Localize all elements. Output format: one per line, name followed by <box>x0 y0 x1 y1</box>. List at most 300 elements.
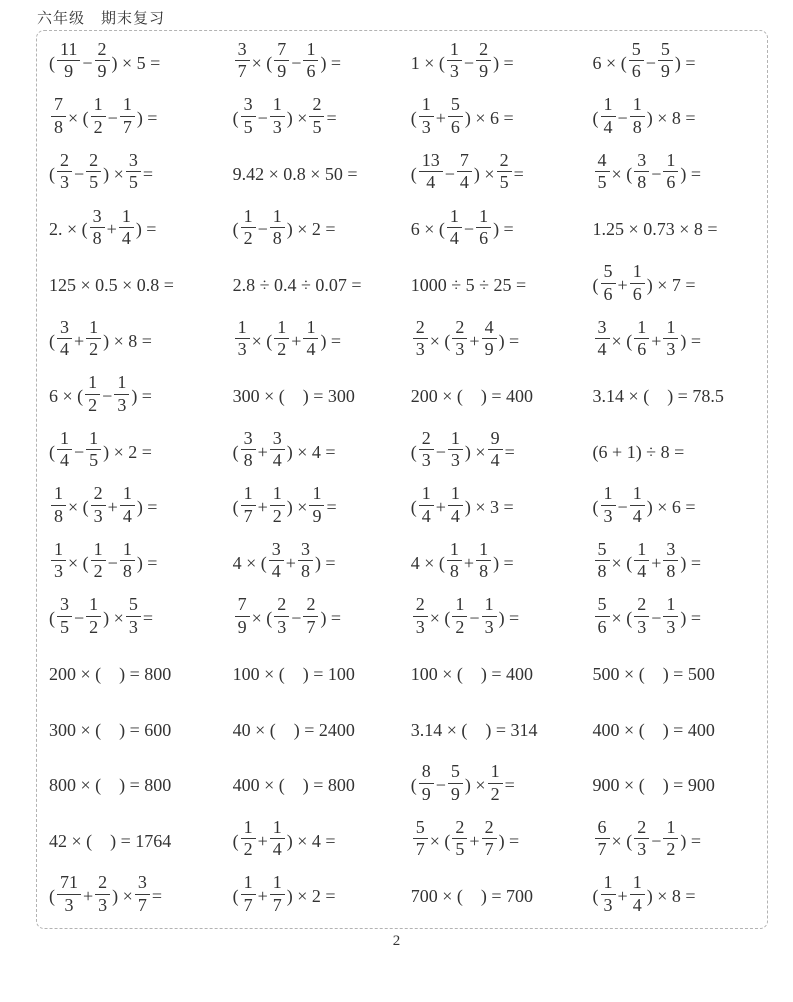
fraction: $\frac{1}{4}$ <box>119 207 134 249</box>
problem-cell <box>45 757 229 813</box>
expression-text: − <box>74 163 85 184</box>
expression-text: − <box>444 163 455 184</box>
problem-cell <box>589 257 763 313</box>
fraction: $\frac{1}{3}$ <box>114 373 129 415</box>
problem-cell <box>407 591 589 647</box>
fraction: $\frac{1}{2}$ <box>274 318 289 360</box>
expression-text: + <box>463 552 475 573</box>
fraction: $\frac{1}{3}$ <box>270 95 285 137</box>
problem-cell <box>229 368 407 424</box>
expression-text: + <box>617 886 628 907</box>
problem-cell <box>229 591 407 647</box>
problem-cell <box>229 757 407 813</box>
expression-text: − <box>617 108 628 129</box>
problem-cell <box>229 146 407 202</box>
fraction: $\frac{3}{4}$ <box>57 318 72 360</box>
expression-text: × ( <box>611 330 633 351</box>
expression-text: ( <box>592 108 599 129</box>
fraction: $\frac{13}{4}$ <box>419 151 443 193</box>
fraction: $\frac{1}{2}$ <box>241 207 256 249</box>
expression-text: ( <box>232 497 239 518</box>
problem-cell <box>229 35 407 91</box>
fraction: $\frac{3}{4}$ <box>595 318 610 360</box>
fraction: $\frac{1}{5}$ <box>86 429 101 471</box>
expression-text: × ( <box>68 108 89 129</box>
fraction: $\frac{5}{8}$ <box>595 540 610 582</box>
expression-text: − <box>469 608 480 629</box>
expression-text: ( <box>410 441 417 462</box>
problem-cell <box>229 480 407 536</box>
fraction: $\frac{1}{2}$ <box>452 595 467 637</box>
expression-text: 400 × ( ) = 400 <box>592 719 715 740</box>
fraction: $\frac{1}{4}$ <box>270 818 285 860</box>
expression-text: ) × <box>112 886 133 907</box>
expression-text: 800 × ( ) = 800 <box>49 775 172 796</box>
fraction: $\frac{2}{7}$ <box>482 818 497 860</box>
expression-text: 400 × ( ) = 800 <box>232 775 355 796</box>
fraction: $\frac{1}{4}$ <box>120 484 135 526</box>
fraction: $\frac{11}{9}$ <box>57 40 80 82</box>
problem-cell <box>407 757 589 813</box>
expression-text: + <box>106 219 117 240</box>
fraction: $\frac{3}{8}$ <box>298 540 313 582</box>
page-number: 2 <box>392 933 401 949</box>
expression-text: 6 × ( <box>592 52 627 73</box>
expression-text: + <box>74 330 85 351</box>
fraction: $\frac{4}{9}$ <box>482 318 497 360</box>
fraction: $\frac{2}{3}$ <box>419 429 434 471</box>
expression-text: ) × <box>464 775 486 796</box>
problem-cell <box>407 202 589 258</box>
expression-text: ) × 2 = <box>103 441 152 462</box>
problem-cell <box>45 146 229 202</box>
expression-text: × ( <box>251 52 273 73</box>
expression-text: ( <box>592 275 599 296</box>
expression-text: 900 × ( ) = 900 <box>592 775 715 796</box>
expression-text: ) × <box>103 163 124 184</box>
expression-text: ( <box>410 775 417 796</box>
fraction: $\frac{3}{7}$ <box>135 873 150 915</box>
fraction: $\frac{3}{4}$ <box>269 540 284 582</box>
fraction: $\frac{71}{3}$ <box>57 873 81 915</box>
expression-text: 40 × ( ) = 2400 <box>232 719 355 740</box>
fraction: $\frac{5}{7}$ <box>413 818 428 860</box>
expression-text: ) = <box>136 108 158 129</box>
problem-cell <box>45 813 229 869</box>
expression-text: = <box>326 108 337 129</box>
expression-text: 6 × ( <box>410 219 445 240</box>
fraction: $\frac{1}{3}$ <box>447 40 462 82</box>
expression-text: ( <box>232 886 239 907</box>
expression-text: ) = <box>136 497 158 518</box>
fraction: $\frac{1}{4}$ <box>448 484 463 526</box>
expression-text: + <box>257 886 268 907</box>
fraction: $\frac{1}{2}$ <box>91 540 106 582</box>
expression-text: ) = <box>680 552 702 573</box>
problem-cell <box>407 91 589 147</box>
expression-text: × ( <box>251 330 273 351</box>
fraction: $\frac{2}{3}$ <box>452 318 467 360</box>
problem-cell <box>229 868 407 924</box>
expression-text: ( <box>410 108 417 129</box>
problem-cell <box>589 480 763 536</box>
fraction: $\frac{1}{4}$ <box>419 484 434 526</box>
expression-text: + <box>257 441 268 462</box>
expression-text: 2.8 ÷ 0.4 ÷ 0.07 = <box>232 275 362 296</box>
fraction: $\frac{1}{3}$ <box>235 318 250 360</box>
expression-text: 6 × ( <box>49 386 84 407</box>
expression-text: 300 × ( ) = 600 <box>49 719 172 740</box>
fraction: $\frac{1}{3}$ <box>51 540 66 582</box>
expression-text: × ( <box>611 552 633 573</box>
expression-text: ) = <box>680 163 702 184</box>
expression-text: ) = <box>680 330 702 351</box>
expression-text: + <box>285 552 296 573</box>
expression-text: ) = <box>498 330 520 351</box>
fraction: $\frac{2}{3}$ <box>413 595 428 637</box>
expression-text: ) × 8 = <box>103 330 152 351</box>
expression-text: ( <box>232 441 239 462</box>
expression-text: ) = <box>320 330 342 351</box>
expression-text: ) = <box>493 52 514 73</box>
problem-cell <box>589 757 763 813</box>
fraction: $\frac{3}{4}$ <box>270 429 285 471</box>
expression-text: × ( <box>429 330 451 351</box>
expression-text: − <box>102 386 113 407</box>
expression-text: − <box>82 52 93 73</box>
expression-text: + <box>257 497 268 518</box>
expression-text: ) = <box>680 608 702 629</box>
fraction: $\frac{3}{8}$ <box>90 207 105 249</box>
expression-text: 300 × ( ) = 300 <box>232 386 355 407</box>
fraction: $\frac{1}{2}$ <box>86 318 101 360</box>
fraction: $\frac{9}{4}$ <box>488 429 503 471</box>
problem-cell <box>407 35 589 91</box>
fraction: $\frac{3}{5}$ <box>57 595 72 637</box>
expression-text: 500 × ( ) = 500 <box>592 663 715 684</box>
expression-text: ) × 4 = <box>286 830 336 851</box>
fraction: $\frac{2}{3}$ <box>413 318 428 360</box>
expression-text: = <box>504 775 515 796</box>
fraction: $\frac{1}{3}$ <box>482 595 497 637</box>
expression-text: − <box>463 219 475 240</box>
expression-text: 4 × ( <box>410 552 445 573</box>
fraction: $\frac{2}{5}$ <box>452 818 467 860</box>
expression-text: × ( <box>68 497 89 518</box>
problem-cell <box>45 868 229 924</box>
expression-text: ( <box>592 497 599 518</box>
expression-text: = <box>142 608 153 629</box>
problem-cell <box>229 202 407 258</box>
problem-cell <box>229 424 407 480</box>
expression-text: 100 × ( ) = 100 <box>232 663 355 684</box>
problem-cell <box>45 535 229 591</box>
problem-cell <box>229 257 407 313</box>
expression-text: ( <box>49 441 55 462</box>
expression-text: + <box>617 275 628 296</box>
fraction: $\frac{2}{9}$ <box>476 40 491 82</box>
fraction: $\frac{1}{4}$ <box>57 429 72 471</box>
fraction: $\frac{5}{3}$ <box>126 595 141 637</box>
expression-text: ) = <box>498 830 520 851</box>
expression-text: ) = <box>680 830 702 851</box>
fraction: $\frac{8}{9}$ <box>419 762 434 804</box>
expression-text: + <box>107 497 118 518</box>
problem-cell <box>45 368 229 424</box>
expression-text: × ( <box>68 552 89 573</box>
fraction: $\frac{1}{8}$ <box>476 540 491 582</box>
expression-text: ) × <box>286 108 308 129</box>
problem-cell <box>589 702 763 758</box>
expression-text: − <box>463 52 475 73</box>
problem-cell <box>589 591 763 647</box>
fraction: $\frac{1}{2}$ <box>488 762 503 804</box>
expression-text: ) × 6 = <box>464 108 514 129</box>
worksheet-border <box>36 30 768 929</box>
expression-text: ( <box>49 52 55 73</box>
fraction: $\frac{3}{5}$ <box>241 95 256 137</box>
expression-text: + <box>469 830 480 851</box>
problem-cell <box>407 702 589 758</box>
fraction: $\frac{2}{3}$ <box>95 873 110 915</box>
problem-cell <box>45 591 229 647</box>
problem-cell <box>589 868 763 924</box>
fraction: $\frac{1}{4}$ <box>634 540 649 582</box>
expression-text: = <box>504 441 515 462</box>
problem-cell <box>45 424 229 480</box>
expression-text: = <box>151 886 162 907</box>
fraction: $\frac{2}{3}$ <box>634 818 649 860</box>
problem-cell <box>229 91 407 147</box>
problem-cell <box>407 257 589 313</box>
problem-cell <box>589 146 763 202</box>
expression-text: = <box>513 163 524 184</box>
problem-cell <box>45 480 229 536</box>
problem-cell <box>45 257 229 313</box>
expression-text: ) × 8 = <box>646 108 696 129</box>
expression-text: 42 × ( ) = 1764 <box>49 830 172 851</box>
expression-text: ( <box>232 219 239 240</box>
problem-cell <box>229 313 407 369</box>
fraction: $\frac{1}{4}$ <box>303 318 318 360</box>
expression-text: ( <box>232 830 239 851</box>
expression-text: ) = <box>674 52 696 73</box>
expression-text: − <box>107 108 118 129</box>
expression-text: 125 × 0.5 × 0.8 = <box>49 275 174 296</box>
expression-text: + <box>257 830 268 851</box>
expression-text: ) × <box>473 163 495 184</box>
expression-text: 200 × ( ) = 800 <box>49 663 172 684</box>
expression-text: = <box>142 163 153 184</box>
expression-text: 9.42 × 0.8 × 50 = <box>232 163 358 184</box>
fraction: $\frac{3}{7}$ <box>235 40 250 82</box>
problem-cell <box>589 813 763 869</box>
expression-text: = <box>326 497 337 518</box>
fraction: $\frac{1}{8}$ <box>630 95 645 137</box>
page-title: 六年级 期末复习 <box>37 11 166 27</box>
fraction: $\frac{1}{8}$ <box>447 540 462 582</box>
fraction: $\frac{3}{8}$ <box>241 429 256 471</box>
expression-text: − <box>107 552 118 573</box>
fraction: $\frac{1}{6}$ <box>303 40 318 82</box>
expression-text: − <box>291 52 302 73</box>
expression-text: + <box>651 330 662 351</box>
fraction: $\frac{1}{2}$ <box>663 818 678 860</box>
fraction: $\frac{1}{4}$ <box>601 95 616 137</box>
fraction: $\frac{1}{6}$ <box>630 262 645 304</box>
fraction: $\frac{2}{5}$ <box>497 151 512 193</box>
expression-text: ) × 5 = <box>111 52 161 73</box>
expression-text: − <box>291 608 302 629</box>
expression-text: ) = <box>136 552 158 573</box>
fraction: $\frac{1}{3}$ <box>601 873 616 915</box>
problem-cell <box>407 480 589 536</box>
expression-text: 200 × ( ) = 400 <box>410 386 534 407</box>
fraction: $\frac{5}{6}$ <box>448 95 463 137</box>
expression-text: − <box>74 441 85 462</box>
expression-text: − <box>435 441 446 462</box>
fraction: $\frac{1}{6}$ <box>634 318 649 360</box>
expression-text: 3.14 × ( ) = 78.5 <box>592 386 724 407</box>
expression-text: + <box>469 330 480 351</box>
fraction: $\frac{1}{3}$ <box>419 95 434 137</box>
expression-text: ) × 7 = <box>646 275 696 296</box>
expression-text: × ( <box>611 830 633 851</box>
expression-text: 2. × ( <box>49 219 88 240</box>
expression-text: ( <box>232 108 239 129</box>
expression-text: ) = <box>135 219 157 240</box>
fraction: $\frac{1}{2}$ <box>85 373 100 415</box>
expression-text: − <box>651 608 662 629</box>
fraction: $\frac{4}{5}$ <box>595 151 610 193</box>
expression-text: × ( <box>611 608 633 629</box>
problem-cell <box>407 813 589 869</box>
fraction: $\frac{1}{3}$ <box>448 429 463 471</box>
expression-text: − <box>645 52 656 73</box>
expression-text: (6 + 1) ÷ 8 = <box>592 441 685 462</box>
fraction: $\frac{1}{2}$ <box>86 595 101 637</box>
problem-cell <box>229 813 407 869</box>
expression-text: ) × 8 = <box>646 886 696 907</box>
fraction: $\frac{5}{9}$ <box>448 762 463 804</box>
expression-text: 4 × ( <box>232 552 267 573</box>
fraction: $\frac{2}{7}$ <box>303 595 318 637</box>
fraction: $\frac{1}{3}$ <box>601 484 616 526</box>
expression-text: ( <box>49 330 55 351</box>
expression-text: + <box>651 552 662 573</box>
fraction: $\frac{1}{4}$ <box>630 484 645 526</box>
fraction: $\frac{5}{9}$ <box>658 40 673 82</box>
problem-cell <box>407 868 589 924</box>
expression-text: ) = <box>320 52 342 73</box>
fraction: $\frac{1}{6}$ <box>476 207 491 249</box>
problem-cell <box>45 313 229 369</box>
fraction: $\frac{1}{4}$ <box>447 207 462 249</box>
expression-text: × ( <box>251 608 273 629</box>
problem-cell <box>45 35 229 91</box>
expression-text: + <box>83 886 94 907</box>
worksheet-grid <box>45 35 763 924</box>
expression-text: − <box>651 830 662 851</box>
expression-text: − <box>74 608 85 629</box>
fraction: $\frac{1}{2}$ <box>91 95 106 137</box>
fraction: $\frac{6}{7}$ <box>595 818 610 860</box>
expression-text: ( <box>410 497 417 518</box>
expression-text: ) = <box>493 219 514 240</box>
fraction: $\frac{1}{3}$ <box>663 595 678 637</box>
problem-cell <box>589 535 763 591</box>
problem-cell <box>589 202 763 258</box>
fraction: $\frac{5}{6}$ <box>601 262 616 304</box>
fraction: $\frac{3}{8}$ <box>663 540 678 582</box>
problem-cell <box>407 424 589 480</box>
fraction: $\frac{1}{7}$ <box>120 95 135 137</box>
fraction: $\frac{7}{4}$ <box>457 151 472 193</box>
expression-text: − <box>257 219 268 240</box>
fraction: $\frac{1}{2}$ <box>241 818 256 860</box>
problem-cell <box>407 535 589 591</box>
problem-cell <box>589 424 763 480</box>
fraction: $\frac{1}{8}$ <box>270 207 285 249</box>
expression-text: ) × 2 = <box>286 886 336 907</box>
fraction: $\frac{5}{6}$ <box>595 595 610 637</box>
fraction: $\frac{1}{6}$ <box>663 151 678 193</box>
problem-cell <box>589 91 763 147</box>
fraction: $\frac{2}{5}$ <box>86 151 101 193</box>
fraction: $\frac{3}{5}$ <box>126 151 141 193</box>
expression-text: 700 × ( ) = 700 <box>410 886 534 907</box>
expression-text: ) = <box>131 386 152 407</box>
expression-text: ) × 3 = <box>464 497 514 518</box>
expression-text: ) = <box>320 608 342 629</box>
fraction: $\frac{7}{9}$ <box>274 40 289 82</box>
expression-text: − <box>617 497 628 518</box>
fraction: $\frac{2}{3}$ <box>274 595 289 637</box>
expression-text: ) × <box>103 608 124 629</box>
expression-text: ) × <box>286 497 308 518</box>
expression-text: × ( <box>429 608 451 629</box>
fraction: $\frac{1}{8}$ <box>51 484 66 526</box>
expression-text: 1000 ÷ 5 ÷ 25 = <box>410 275 527 296</box>
problem-cell <box>407 646 589 702</box>
expression-text: + <box>291 330 302 351</box>
expression-text: × ( <box>429 830 451 851</box>
expression-text: 100 × ( ) = 400 <box>410 663 534 684</box>
problem-cell <box>589 368 763 424</box>
fraction: $\frac{1}{8}$ <box>120 540 135 582</box>
problem-cell <box>45 646 229 702</box>
fraction: $\frac{1}{9}$ <box>309 484 324 526</box>
problem-cell <box>589 313 763 369</box>
expression-text: ) × <box>464 441 486 462</box>
expression-text: ) × 6 = <box>646 497 696 518</box>
expression-text: ( <box>49 608 55 629</box>
problem-cell <box>589 35 763 91</box>
fraction: $\frac{5}{6}$ <box>629 40 644 82</box>
problem-cell <box>407 313 589 369</box>
expression-text: + <box>435 497 446 518</box>
problem-cell <box>229 702 407 758</box>
problem-cell <box>229 646 407 702</box>
expression-text: ) = <box>498 608 520 629</box>
fraction: $\frac{2}{3}$ <box>634 595 649 637</box>
expression-text: ) × 2 = <box>286 219 336 240</box>
expression-text: ) × 4 = <box>286 441 336 462</box>
expression-text: 1.25 × 0.73 × 8 = <box>592 219 718 240</box>
fraction: $\frac{2}{3}$ <box>91 484 106 526</box>
expression-text: ( <box>49 886 55 907</box>
fraction: $\frac{7}{9}$ <box>235 595 250 637</box>
